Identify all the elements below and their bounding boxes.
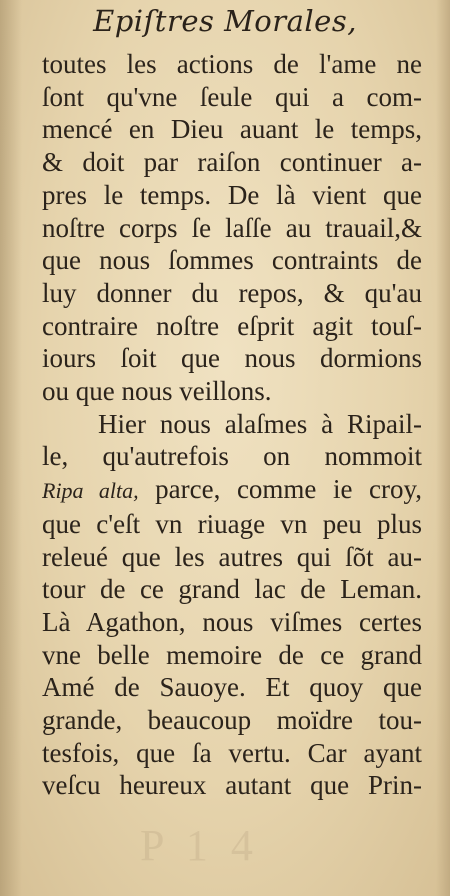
paragraph-start-line: Hier nous alaſmes à Ripail- [98, 408, 422, 439]
bleed-through-text: P 1 4 [140, 821, 259, 870]
text-line: grande, beaucoup moïdre tou- [42, 705, 422, 736]
text-line: pres le temps. De là vient que [42, 179, 422, 210]
text-line: vne belle memoire de ce grand [42, 639, 422, 670]
latin-phrase: Ripa alta, [42, 478, 139, 504]
text-line: releué que les autres qui ſõt au- [42, 541, 422, 572]
italic-phrase-line: Ripa alta, parce, comme ie croy, [42, 474, 422, 505]
text-line: Amé de Sauoye. Et quoy que [42, 672, 422, 703]
text-line: & doit par raiſon continuer a- [42, 147, 422, 178]
text-line: ou que nous veillons. [42, 376, 272, 407]
text-line: que nous ſommes contraints de [42, 245, 422, 276]
text-line: veſcu heureux autant que Prin- [42, 770, 422, 801]
text-line: ſont qu'vne ſeule qui a com- [42, 81, 422, 112]
text-line: toutes les actions de l'ame ne [42, 49, 422, 79]
text-line: contraire noſtre eſprit agit touſ- [42, 310, 422, 341]
text-line: mencé en Dieu auant le temps, [42, 114, 422, 145]
text-line: tour de ce grand lac de Leman. [42, 574, 422, 605]
text-line: iours ſoit que nous dormions [42, 343, 422, 374]
text-line: le, qu'autrefois on nommoit [42, 441, 422, 472]
text-line: que c'eſt vn riuage vn peu plus [42, 508, 422, 539]
body-text [42, 48, 422, 802]
running-head: Epiſtres Morales, [93, 4, 357, 38]
text-line: luy donner du repos, & qu'au [42, 277, 422, 308]
text-line: tesfois, que ſa vertu. Car ayant [42, 737, 422, 768]
text-line: noſtre corps ſe laſſe au trauail,& [42, 212, 422, 243]
text-line: Là Agathon, nous viſmes certes [42, 606, 422, 637]
